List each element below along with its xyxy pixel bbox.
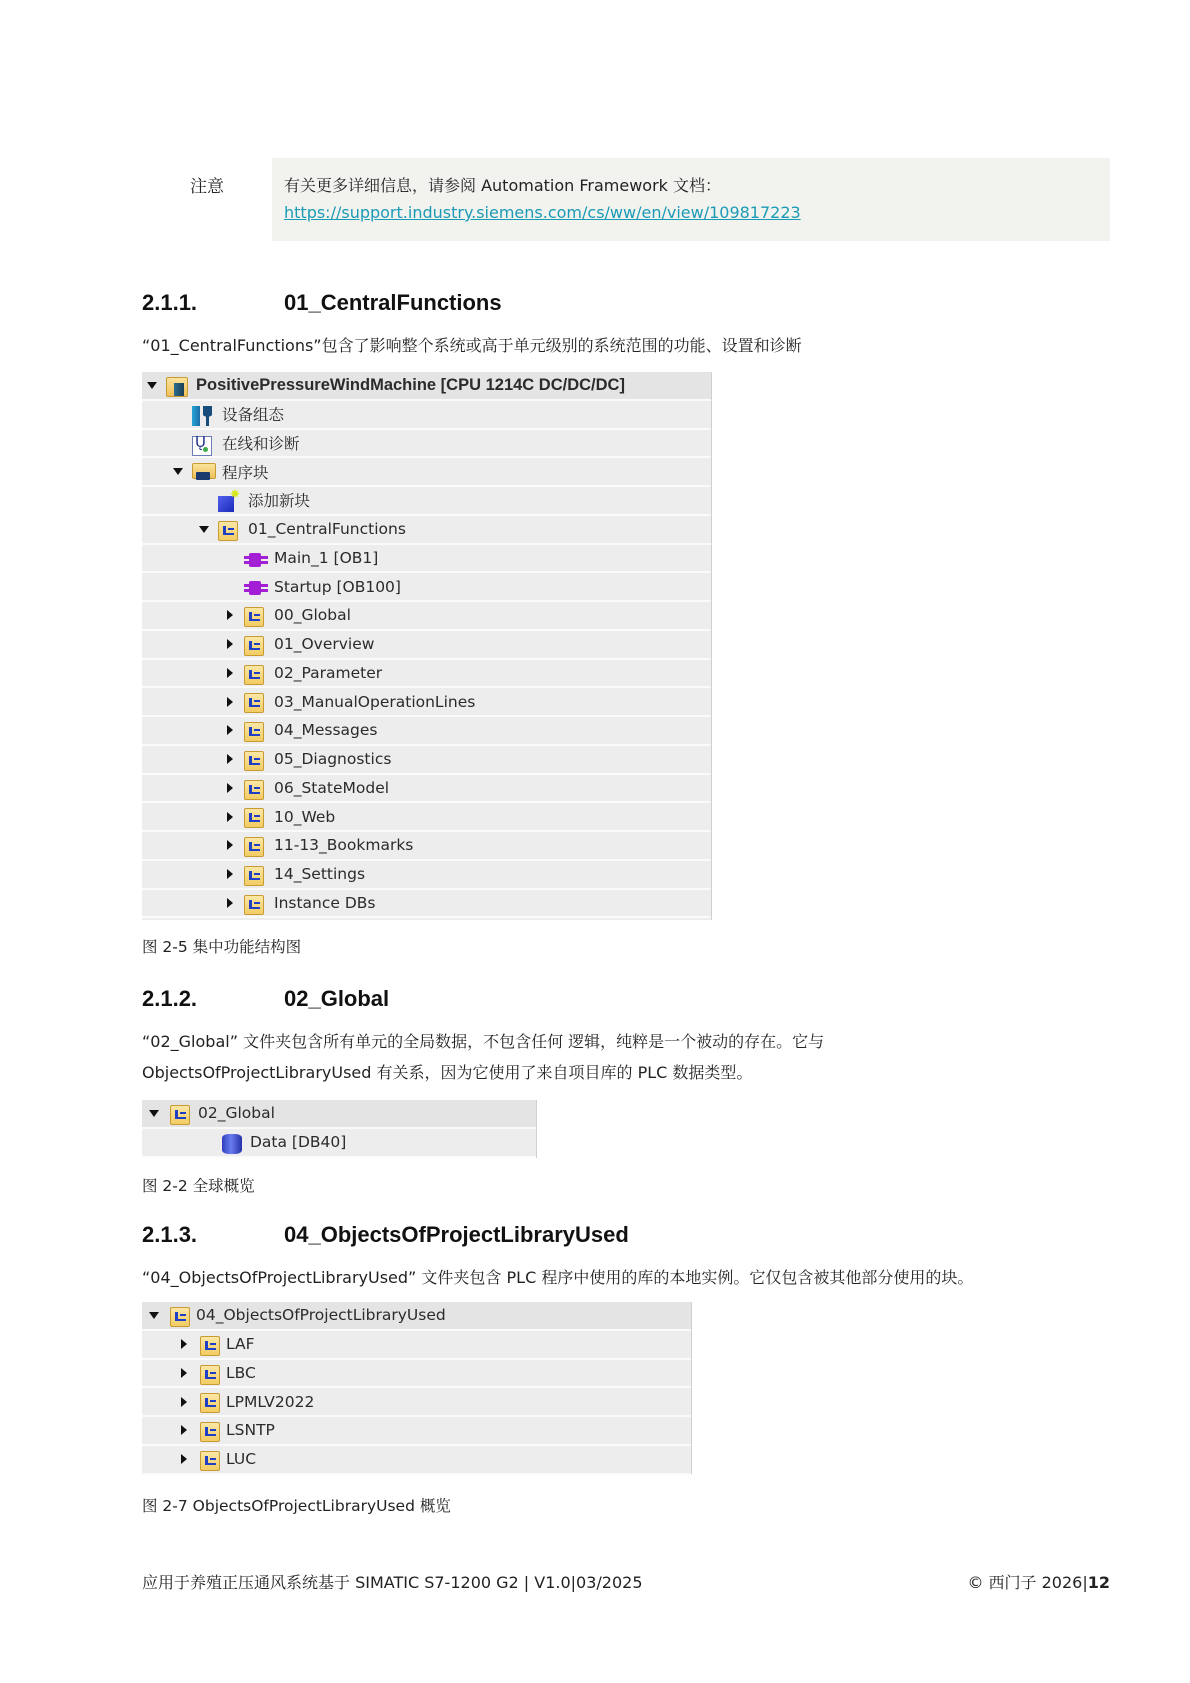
expand-arrow-right-icon[interactable]	[224, 638, 236, 650]
expand-arrow-down-icon[interactable]	[148, 1107, 160, 1119]
expand-arrow-right-icon[interactable]	[178, 1453, 190, 1465]
figure-caption: 图 2-7 ObjectsOfProjectLibraryUsed 概览	[142, 1497, 451, 1515]
tree-item-label: 10_Web	[274, 807, 336, 826]
organization-block-icon	[244, 581, 264, 601]
tree-item-label: 02_Parameter	[274, 663, 383, 682]
section-number: 2.1.3.	[142, 1222, 198, 1247]
expand-arrow-right-icon[interactable]	[224, 609, 236, 621]
tree-item-label: 14_Settings	[274, 865, 366, 884]
group-folder-icon	[244, 693, 264, 713]
expand-arrow-right-icon[interactable]	[224, 897, 236, 909]
expand-arrow-right-icon[interactable]	[178, 1396, 190, 1408]
group-folder-icon	[244, 751, 264, 771]
tree-row[interactable]	[142, 573, 711, 602]
tree-row[interactable]	[142, 890, 711, 919]
footer-document-info: 应用于养殖正压通风系统基于 SIMATIC S7-1200 G2 | V1.0|03/2025	[142, 1573, 643, 1592]
tree-item-label: Startup [OB100]	[274, 577, 401, 596]
tree-item-label: Main_1 [OB1]	[274, 548, 379, 567]
tree-row[interactable]	[142, 717, 711, 746]
tree-row[interactable]	[142, 516, 711, 545]
footer-copyright-text: © 西门子 2026|	[967, 1573, 1088, 1592]
section-paragraph: “04_ObjectsOfProjectLibraryUsed” 文件夹包含 PLC 程序中使用的库的本地实例。它仅包含被其他部分使用的块。	[142, 1268, 974, 1287]
tree-row[interactable]	[142, 401, 711, 430]
group-folder-icon	[244, 722, 264, 742]
note-text: 有关更多详细信息，请参阅 Automation Framework 文档：	[284, 176, 722, 195]
project-tree-global	[142, 1100, 537, 1158]
group-folder-icon	[244, 636, 264, 656]
expand-arrow-right-icon[interactable]	[224, 839, 236, 851]
group-folder-icon	[244, 866, 264, 886]
note-box	[272, 158, 1110, 241]
tree-item-label: Data [DB40]	[250, 1133, 347, 1152]
tree-item-label: 02_Global	[198, 1104, 275, 1123]
section-paragraph-line-2: ObjectsOfProjectLibraryUsed 有关系，因为它使用了来自项目库的 PLC 数据类型。	[142, 1063, 753, 1082]
project-tree-library-objects	[142, 1302, 692, 1474]
expand-arrow-right-icon[interactable]	[224, 753, 236, 765]
group-folder-icon	[244, 780, 264, 800]
tree-row[interactable]	[142, 832, 711, 861]
tree-item-label: 03_ManualOperationLines	[274, 692, 476, 711]
expand-arrow-right-icon[interactable]	[224, 782, 236, 794]
group-folder-icon	[200, 1393, 220, 1413]
tree-row[interactable]	[142, 775, 711, 804]
tree-item-label: 在线和诊断	[222, 434, 300, 453]
project-tree-central-functions	[142, 372, 712, 920]
group-folder-icon	[218, 521, 238, 541]
expand-arrow-right-icon[interactable]	[224, 868, 236, 880]
tree-row[interactable]	[142, 1302, 691, 1331]
group-folder-icon	[244, 808, 264, 828]
tree-row[interactable]	[142, 1360, 691, 1389]
tree-item-label: 设备组态	[222, 406, 285, 425]
tree-row[interactable]	[142, 545, 711, 574]
tree-row[interactable]	[142, 688, 711, 717]
tree-row[interactable]	[142, 746, 711, 775]
tree-row[interactable]	[142, 1446, 691, 1475]
tree-row[interactable]	[142, 372, 711, 401]
tree-item-label: LSNTP	[226, 1421, 275, 1440]
expand-arrow-right-icon[interactable]	[224, 667, 236, 679]
tree-item-label: LUC	[226, 1450, 257, 1469]
expand-arrow-right-icon[interactable]	[224, 724, 236, 736]
tree-item-label: Instance DBs	[274, 893, 376, 912]
section-paragraph-line-1: “02_Global” 文件夹包含所有单元的全局数据，不包含任何 逻辑，纯粹是一个被动的存在。它与	[142, 1032, 825, 1051]
group-folder-icon	[244, 837, 264, 857]
tree-item-label: 04_ObjectsOfProjectLibraryUsed	[196, 1306, 446, 1325]
add-new-block-icon	[218, 492, 238, 512]
tree-item-label: LBC	[226, 1363, 256, 1382]
page-number: 12	[1087, 1573, 1110, 1592]
tree-item-label: PositivePressureWindMachine [CPU 1214C DC/DC/DC]	[196, 375, 625, 394]
tree-item-label: LPMLV2022	[226, 1392, 315, 1411]
tree-item-label: 11-13_Bookmarks	[274, 836, 414, 855]
group-folder-icon	[200, 1451, 220, 1471]
note-label: 注意	[190, 177, 224, 197]
expand-arrow-right-icon[interactable]	[224, 811, 236, 823]
section-heading-2-1-2	[142, 986, 942, 1016]
section-heading-2-1-1	[142, 290, 942, 320]
documentation-link[interactable]: https://support.industry.siemens.com/cs/ww/en/view/109817223	[284, 203, 801, 222]
group-folder-icon	[200, 1336, 220, 1356]
expand-arrow-down-icon[interactable]	[146, 379, 158, 391]
program-blocks-folder-icon	[192, 463, 212, 483]
expand-arrow-right-icon[interactable]	[224, 696, 236, 708]
group-folder-icon	[244, 607, 264, 627]
tree-row[interactable]	[142, 861, 711, 890]
section-title: 02_Global	[284, 986, 390, 1011]
tree-item-label: 01_CentralFunctions	[248, 520, 406, 539]
section-title: 01_CentralFunctions	[284, 290, 502, 315]
organization-block-icon	[244, 553, 264, 573]
online-diagnostics-icon	[192, 436, 212, 456]
group-folder-icon	[200, 1365, 220, 1385]
tree-row[interactable]	[142, 1100, 536, 1129]
tree-item-label: 01_Overview	[274, 635, 375, 654]
tree-item-label: 06_StateModel	[274, 778, 390, 797]
data-block-icon	[222, 1134, 242, 1154]
group-folder-icon	[244, 895, 264, 915]
group-folder-icon	[244, 665, 264, 685]
cpu-icon	[166, 377, 186, 397]
section-number: 2.1.1.	[142, 290, 198, 315]
tree-row[interactable]	[142, 430, 711, 459]
tree-item-label: 05_Diagnostics	[274, 750, 392, 769]
device-config-icon	[192, 406, 212, 426]
expand-arrow-down-icon[interactable]	[198, 523, 210, 535]
tree-item-label: 04_Messages	[274, 721, 378, 740]
figure-caption: 图 2-5 集中功能结构图	[142, 938, 302, 956]
tree-row[interactable]	[142, 660, 711, 689]
tree-row[interactable]	[142, 803, 711, 832]
tree-row[interactable]	[142, 1417, 691, 1446]
tree-row[interactable]	[142, 487, 711, 516]
tree-item-label: 00_Global	[274, 606, 351, 625]
tree-row[interactable]	[142, 631, 711, 660]
figure-caption: 图 2-2 全球概览	[142, 1177, 255, 1195]
group-folder-icon	[200, 1422, 220, 1442]
expand-arrow-down-icon[interactable]	[148, 1309, 160, 1321]
expand-arrow-right-icon[interactable]	[178, 1338, 190, 1350]
tree-item-label: 程序块	[222, 463, 269, 482]
tree-row[interactable]	[142, 602, 711, 631]
tree-item-label: LAF	[226, 1335, 255, 1354]
tree-row[interactable]	[142, 458, 711, 487]
group-folder-icon	[170, 1307, 190, 1327]
tree-row[interactable]	[142, 1129, 536, 1158]
expand-arrow-right-icon[interactable]	[178, 1367, 190, 1379]
section-title: 04_ObjectsOfProjectLibraryUsed	[284, 1222, 629, 1247]
footer-copyright	[967, 1570, 1110, 1593]
expand-arrow-down-icon[interactable]	[172, 466, 184, 478]
tree-row[interactable]	[142, 1331, 691, 1360]
tree-item-label: 添加新块	[248, 492, 311, 511]
section-paragraph: “01_CentralFunctions”包含了影响整个系统或高于单元级别的系统范围的功能、设置和诊断	[142, 336, 802, 355]
tree-row[interactable]	[142, 1388, 691, 1417]
section-heading-2-1-3	[142, 1222, 1042, 1252]
group-folder-icon	[170, 1105, 190, 1125]
section-number: 2.1.2.	[142, 986, 198, 1011]
expand-arrow-right-icon[interactable]	[178, 1424, 190, 1436]
